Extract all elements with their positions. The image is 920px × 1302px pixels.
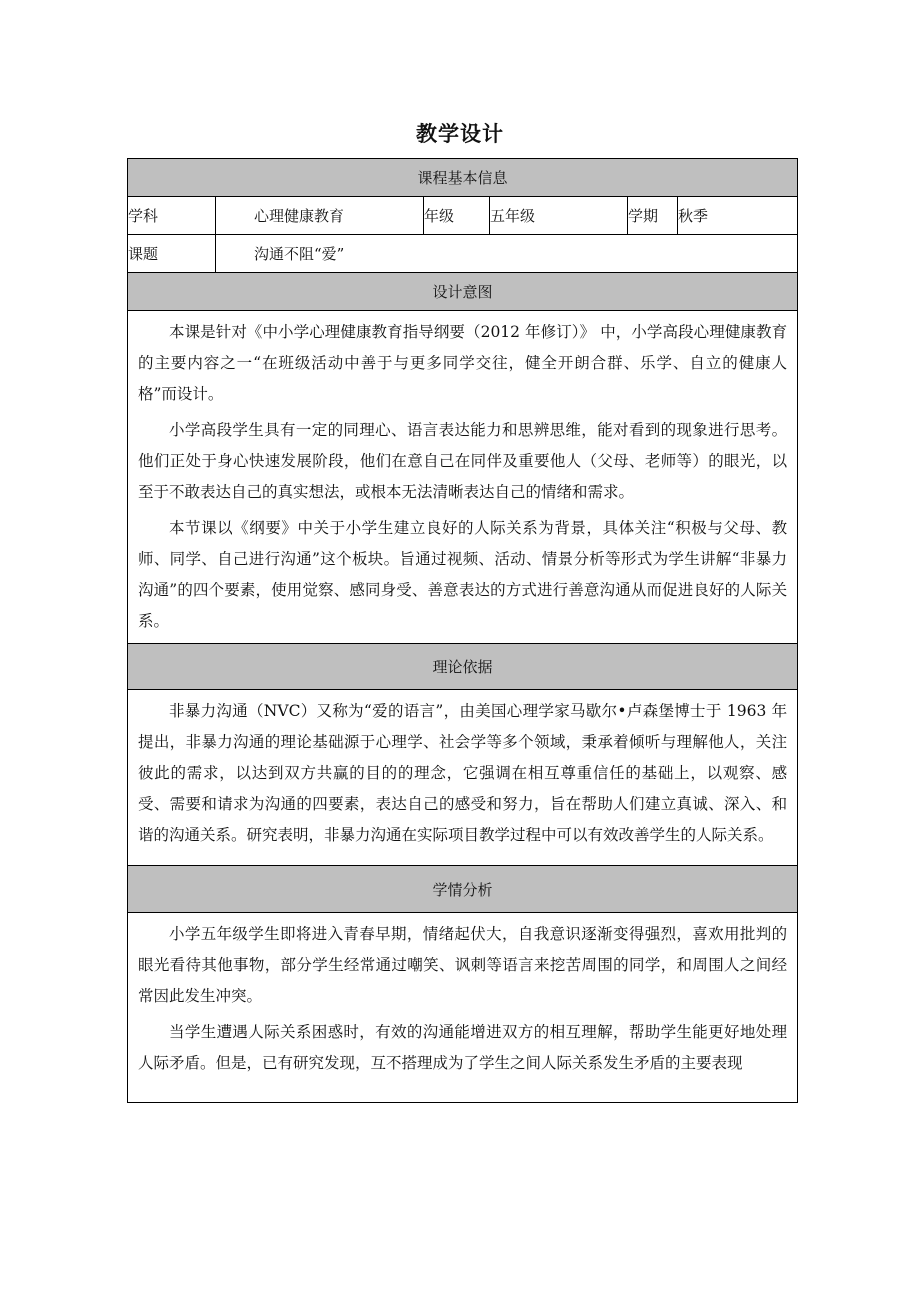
design-intent-paragraph-3: 本节课以《纲要》中关于小学生建立良好的人际关系为背景，具体关注“积极与父母、教师、同学、自己进行沟通”这个板块。旨通过视频、活动、情景分析等形式为学生讲解“非暴力沟通”的四个要素，使用觉察、感同身受、善意表达的方式进行善意沟通从而促进良好的人际关系。: [138, 519, 788, 630]
grade-value: 五年级: [490, 197, 628, 235]
learner-analysis-header: 学情分析: [128, 866, 798, 913]
topic-value: 沟通不阻“爱”: [216, 235, 798, 273]
lesson-design-table: [127, 158, 798, 1103]
learner-analysis-header-row: [128, 866, 798, 913]
theory-header-row: [128, 644, 798, 690]
subject-value: 心理健康教育: [216, 197, 424, 235]
page-title: 教学设计: [416, 122, 504, 146]
learner-analysis-content-row: [128, 913, 798, 1103]
design-intent-header-row: [128, 273, 798, 311]
topic-label: 课题: [128, 235, 216, 273]
term-label: 学期: [628, 197, 678, 235]
learner-analysis-content: [128, 913, 798, 1103]
basic-info-header: 课程基本信息: [128, 159, 798, 197]
theory-header: 理论依据: [128, 644, 798, 690]
design-intent-paragraph-2: 小学高段学生具有一定的同理心、语言表达能力和思辨思维，能对看到的现象进行思考。他们正处于身心快速发展阶段，他们在意自己在同伴及重要他人（父母、老师等）的眼光，以至于不敢表达自己的真实想法，或根本无法清晰表达自己的情绪和需求。: [138, 421, 788, 501]
learner-analysis-paragraph-2: 当学生遭遇人际关系困惑时，有效的沟通能增进双方的相互理解，帮助学生能更好地处理人际矛盾。但是，已有研究发现，互不搭理成为了学生之间人际关系发生矛盾的主要表现: [138, 1023, 788, 1072]
subject-label: 学科: [128, 197, 216, 235]
design-intent-content: [128, 311, 798, 644]
subject-grade-term-row: [128, 197, 798, 235]
design-intent-header: 设计意图: [128, 273, 798, 311]
learner-analysis-paragraph-1: 小学五年级学生即将进入青春早期，情绪起伏大，自我意识逐渐变得强烈，喜欢用批判的眼光看待其他事物，部分学生经常通过嘲笑、讽刺等语言来挖苦周围的同学，和周围人之间经常因此发生冲突。: [138, 925, 788, 1005]
design-intent-content-row: [128, 311, 798, 644]
topic-row: [128, 235, 798, 273]
design-intent-paragraph-1: 本课是针对《中小学心理健康教育指导纲要（2012 年修订）》 中，小学高段心理健康教育的主要内容之一“在班级活动中善于与更多同学交往，健全开朗合群、乐学、自立的健康人格”而设计。: [138, 323, 788, 403]
theory-paragraph-1: 非暴力沟通（NVC）又称为“爱的语言”，由美国心理学家马歇尔•卢森堡博士于 1963 年提出，非暴力沟通的理论基础源于心理学、社会学等多个领域，秉承着倾听与理解他人，关注彼此的需求，以达到双方共赢的目的的理念，它强调在相互尊重信任的基础上，以观察、感受、需要和请求为沟通的四要素，表达自己的感受和努力，旨在帮助人们建立真诚、深入、和谐的沟通关系。研究表明，非暴力沟通在实际项目教学过程中可以有效改善学生的人际关系。: [138, 702, 788, 844]
basic-info-header-row: [128, 159, 798, 197]
theory-content-row: [128, 690, 798, 866]
term-value: 秋季: [678, 197, 798, 235]
theory-content: [128, 690, 798, 866]
grade-label: 年级: [424, 197, 490, 235]
